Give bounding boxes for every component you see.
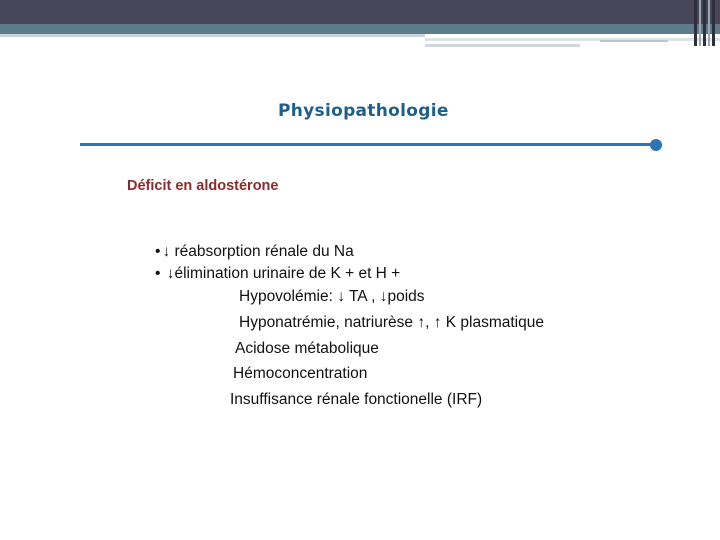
header-stripe: [425, 44, 580, 47]
consequence-item: Hypovolémie: ↓ TA , ↓poids: [239, 288, 425, 305]
header-band-teal: [0, 24, 720, 34]
bullet-item: [155, 265, 400, 283]
header-stripe: [600, 40, 668, 42]
bullet-item: [155, 243, 354, 261]
bullet-text: ↓élimination urinaire de K + et H +: [162, 265, 401, 282]
bullet-marker: •: [155, 265, 161, 282]
header-vertical-bar: [694, 0, 697, 46]
consequence-item: Acidose métabolique: [235, 340, 379, 357]
header-vertical-bar: [699, 0, 701, 46]
bullet-text: ↓ réabsorption rénale du Na: [162, 243, 354, 260]
consequence-item: Insuffisance rénale fonctionelle (IRF): [230, 391, 483, 408]
bullet-marker: •: [155, 243, 161, 260]
consequence-item: Hémoconcentration: [233, 365, 368, 382]
title-rule-dot: [650, 139, 662, 151]
slide-subtitle: Déficit en aldostérone: [127, 178, 279, 194]
header-stripe: [425, 38, 720, 41]
header-band-dark: [0, 0, 720, 24]
title-rule: [80, 143, 654, 146]
header-vertical-bar: [708, 0, 710, 46]
header-stripe: [0, 34, 425, 37]
consequence-item: Hyponatrémie, natriurèse ↑, ↑ K plasmatique: [239, 314, 544, 331]
header-vertical-bar: [712, 0, 715, 46]
header-vertical-bar: [703, 0, 706, 46]
slide-title: Physiopathologie: [278, 101, 449, 121]
